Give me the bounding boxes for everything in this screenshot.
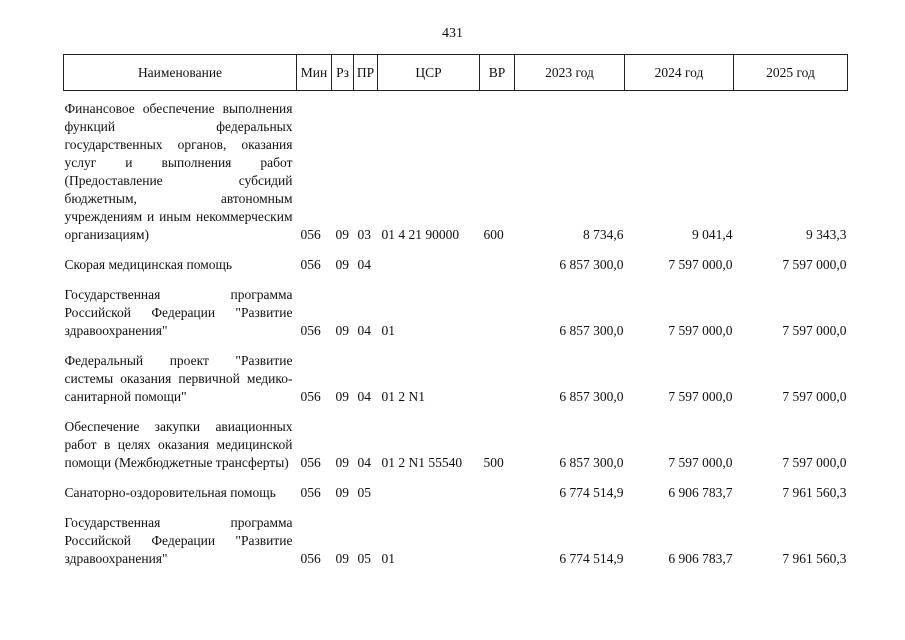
row-2024: 7 597 000,0 [668,257,733,272]
row-vr: 500 [483,455,504,470]
row-2023: 6 857 300,0 [559,323,624,338]
row-rz: 09 [335,455,349,470]
row-csr: 01 4 21 90000 [381,227,460,242]
row-name: Скорая медицинская помощь [64,257,233,272]
row-2025: 7 597 000,0 [782,323,847,338]
row-vr [480,343,515,409]
row-csr [378,247,480,277]
row-2025: 7 597 000,0 [782,389,847,404]
header-rz: Рз [332,55,354,91]
table-row [64,505,848,571]
header-2023: 2023 год [515,55,625,91]
table-body [64,91,848,572]
header-pr: ПР [354,55,378,91]
row-csr: 01 [381,323,395,338]
row-2024: 6 906 783,7 [668,551,733,566]
row-min: 056 [300,551,321,566]
row-name: Финансовое обеспечение выполнения функций федеральных государственных органов, оказания услуг и выполнения работ (Предоставление субсидий бюджетным, автономным учреждениям и иным некоммерческим организациям) [64,101,293,242]
table-row [64,277,848,343]
header-name: Наименование [64,55,297,91]
row-name: Государственная программа Российской Федерации "Развитие здравоохранения" [64,515,293,566]
header-min: Мин [297,55,332,91]
row-vr [480,277,515,343]
row-min: 056 [300,323,321,338]
row-pr: 05 [357,485,371,500]
header-2025: 2025 год [734,55,848,91]
row-min: 056 [300,455,321,470]
row-name: Обеспечение закупки авиационных работ в целях оказания медицинской помощи (Межбюджетные трансферты) [64,419,293,470]
row-2023: 6 857 300,0 [559,455,624,470]
row-name: Государственная программа Российской Федерации "Развитие здравоохранения" [64,287,293,338]
row-pr: 04 [357,257,371,272]
row-2023: 6 774 514,9 [559,551,624,566]
row-2025: 7 597 000,0 [782,455,847,470]
row-rz: 09 [335,227,349,242]
row-2024: 7 597 000,0 [668,455,733,470]
row-2024: 6 906 783,7 [668,485,733,500]
budget-table [63,54,848,571]
row-vr [480,475,515,505]
row-2025: 7 597 000,0 [782,257,847,272]
row-2025: 7 961 560,3 [782,551,847,566]
row-2024: 9 041,4 [692,227,733,242]
row-pr: 04 [357,455,371,470]
row-2025: 9 343,3 [806,227,847,242]
row-rz: 09 [335,389,349,404]
row-min: 056 [300,485,321,500]
row-vr: 600 [483,227,504,242]
row-2023: 8 734,6 [583,227,624,242]
row-pr: 04 [357,323,371,338]
row-vr [480,505,515,571]
header-vr: ВР [480,55,515,91]
row-2023: 6 774 514,9 [559,485,624,500]
row-min: 056 [300,227,321,242]
row-rz: 09 [335,551,349,566]
page-number: 431 [442,26,463,41]
table-row [64,343,848,409]
row-pr: 03 [357,227,371,242]
row-csr: 01 2 N1 [381,389,425,404]
table-row [64,247,848,277]
row-vr [480,247,515,277]
row-csr [378,475,480,505]
row-name: Федеральный проект "Развитие системы оказания первичной медико-санитарной помощи" [64,353,293,404]
row-min: 056 [300,389,321,404]
row-csr: 01 [381,551,395,566]
row-csr: 01 2 N1 55540 [381,455,463,470]
row-2023: 6 857 300,0 [559,257,624,272]
header-row [64,55,848,91]
row-rz: 09 [335,485,349,500]
row-2025: 7 961 560,3 [782,485,847,500]
table-row [64,91,848,248]
row-pr: 04 [357,389,371,404]
header-2024: 2024 год [625,55,734,91]
row-rz: 09 [335,323,349,338]
row-name: Санаторно-оздоровительная помощь [64,485,276,500]
table-row [64,409,848,475]
row-2023: 6 857 300,0 [559,389,624,404]
row-min: 056 [300,257,321,272]
row-2024: 7 597 000,0 [668,323,733,338]
row-rz: 09 [335,257,349,272]
header-csr: ЦСР [378,55,480,91]
row-pr: 05 [357,551,371,566]
table-header [64,55,848,91]
row-2024: 7 597 000,0 [668,389,733,404]
table-row [64,475,848,505]
